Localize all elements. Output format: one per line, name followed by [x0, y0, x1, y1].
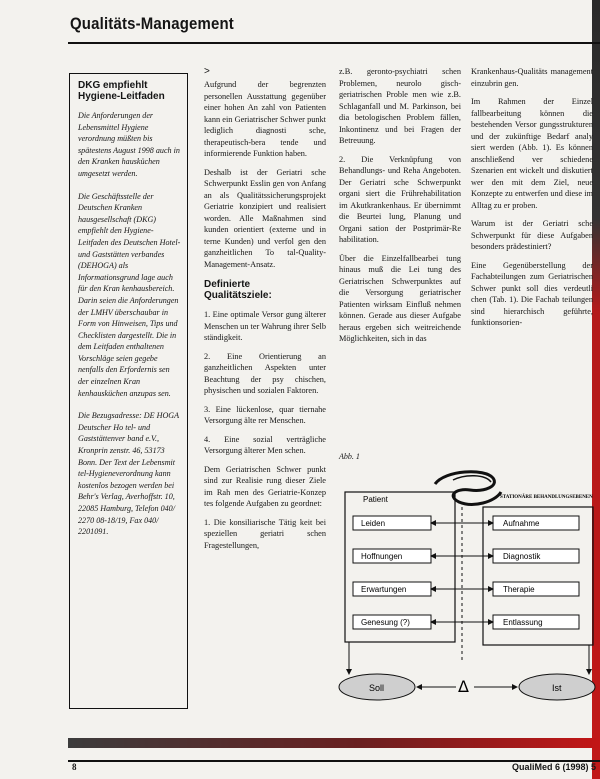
page-number: 8	[72, 762, 77, 772]
soll-label: Soll	[369, 683, 385, 693]
col1-paragraph-8: 1. Die konsiliarische Tätig keit bei speziellen geriatri schen Fragestellungen,	[204, 517, 326, 550]
right-box-label: Diagnostik	[503, 552, 541, 561]
col3-paragraph-2: Im Rahmen der Einzel fallbearbeitung können die bestehenden Versor gungsstrukturen und der zukünftige Bedarf analy siert werden (Abb. 1). Es können anschließend ver schiedene Szenarien ent wickelt und diskutiert wer den mit dem Ziel, neue Konzepte zu entwerfen und diese im Alltag zu er proben.	[471, 97, 593, 210]
bottom-color-band	[68, 738, 600, 748]
sidebar-box	[69, 73, 188, 709]
col2-paragraph-3: Über die Einzelfallbearbei tung hinaus muß die Lei tung des Geriatrischen Schwerpunktes auf die Versorgung geriatrischer Patienten wirksam Einfluß nehmen können. Gerade aus dieser Aufgabe heraus ergeben sich weitreichende Möglichkeiten, sich in das	[339, 253, 461, 343]
soll-ellipse	[339, 674, 415, 700]
sidebar-title	[78, 80, 181, 102]
right-box-therapie	[493, 582, 579, 596]
right-box-label: Therapie	[503, 585, 535, 594]
col1-paragraph-7: Dem Geriatrischen Schwer punkt sind zur Realisie rung dieser Ziele im Rah men des Geriatrie-Konzep tes folgende Aufgaben zu geordnet:	[204, 464, 326, 508]
left-box-erwartungen	[353, 582, 431, 596]
sidebar-paragraph-1: Die Anforderungen der Lebensmittel Hygiene verordnung müßten bis spätestens August 1998 auch in den Kranken hausküchen umgesetzt werden.	[78, 111, 180, 178]
right-box-label: Entlassung	[503, 618, 543, 627]
figure-diagram	[335, 462, 600, 712]
subheading-line2: Qualitätsziele:	[204, 290, 272, 301]
header-rule	[68, 42, 600, 44]
subheading	[204, 279, 326, 301]
issue-label: QualiMed 6 (1998) 5	[511, 762, 596, 772]
left-box-label: Genesung (?)	[361, 618, 410, 627]
ist-ellipse	[519, 674, 595, 700]
continuation-arrow: >	[204, 66, 210, 77]
sidebar-title-line2: Hygiene-Leitfaden	[78, 91, 165, 102]
sidebar-title-line1: DKG empfiehlt	[78, 80, 148, 91]
left-box-label: Leiden	[361, 519, 386, 528]
col2-paragraph-2: 2. Die Verknüpfung von Behandlungs- und Reha Angeboten. Der Geriatri sche Schwerpunkt organi siert die Frührehabilitation im Akutkrankenhaus. Er übernimmt die Beurtei lung, Planung und Organi sation der Postprimär-Re habilitation.	[339, 154, 461, 244]
figure-label: Abb. 1	[339, 452, 360, 461]
left-box-hoffnungen	[353, 549, 431, 563]
left-box-label: Hoffnungen	[361, 552, 403, 561]
col3-paragraph-4: Eine Gegenüberstellung der Fachabteilungen zum Geriatrischen Schwer punkt soll dies verdeutli chen (Tab. 1). Die Fachab teilungen sind hierarchisch geführte, funktionsorien-	[471, 260, 593, 327]
left-box-label: Erwartungen	[361, 585, 407, 594]
subheading-line1: Definierte	[204, 279, 251, 290]
ist-label: Ist	[552, 683, 562, 693]
left-box-leiden	[353, 516, 431, 530]
right-box-label: Aufnahme	[503, 519, 540, 528]
col3-paragraph-1: Krankenhaus-Qualitäts management einzubrin gen.	[471, 67, 593, 88]
text-column-2	[339, 66, 461, 352]
col1-paragraph-5: 3. Eine lückenlose, quar tiernahe Versorgung älte rer Menschen.	[204, 404, 326, 425]
text-column-3	[471, 66, 593, 336]
page-footer	[68, 748, 600, 779]
sidebar-paragraph-2: Die Geschäftsstelle der Deutschen Kranken hausgesellschaft (DKG) empfiehlt den Hygiene-Leitfaden des Deutschen Hotel- und Gaststätten verbandes (DEHOGA) als Informationsgrund lage auch für den Kran kenhausbereich. Darin seien die Anforderungen der LMHV überschaubar in Form von Hinweisen, Tips und Checklisten dargestellt. Die in dem Leitfaden enthaltenen Vorschläge seien gegebe nenfalls den Erfordernis sen der einzelnen Kran kenhausküchen anzupas sen.	[78, 191, 181, 398]
patient-label: Patient	[363, 495, 388, 504]
right-box-diagnostik	[493, 549, 579, 563]
left-box-genesung	[353, 615, 431, 629]
col2-paragraph-1: z.B. geronto-psychiatri schen Problemen, neurolo gisch-geriatrischen Proble men wie z.B. Schlaganfall und M. Parkinson, bei dia betologischen Problem fällen, Inkontinenz und bei Fragen der Betreuung.	[339, 67, 461, 145]
col1-paragraph-1: Aufgrund der begrenzten personellen Ausstattung gegenüber einer hohen An zahl von Patienten kann ein Geriatrischer Schwer punkt lediglich diagnosti sche, therapeutisch-bera tende und informierende Funktion haben.	[204, 80, 326, 158]
sidebar-paragraph-3: Die Bezugsadresse: DE HOGA Deutscher Ho tel- und Gaststättenver band e.V., Kronprin zenstr. 46, 53173 Bonn. Der Text der Lebensmit tel-Hygieneverordnung kann kostenlos bezogen werden bei Behr's Verlag, Averhoffstr. 10, 22085 Hamburg, Telefon 040/ 2270 08-18/19, Fax 040/ 2201091.	[78, 411, 179, 537]
delta-symbol: Δ	[458, 677, 469, 696]
treatment-levels-header: STATIONÄRE BEHANDLUNGSEBENEN	[500, 495, 593, 500]
col3-paragraph-3: Warum ist der Geriatri sche Schwerpunkt für diese Aufgaben besonders prädestiniert?	[471, 219, 593, 251]
gs-logo-swoosh	[453, 476, 491, 482]
text-column-1	[204, 66, 326, 558]
right-box-entlassung	[493, 615, 579, 629]
section-title: Qualitäts-Management	[70, 14, 234, 33]
col1-paragraph-6: 4. Eine sozial verträgliche Versorgung älterer Men schen.	[204, 434, 326, 455]
col1-paragraph-2: Deshalb ist der Geriatri sche Schwerpunkt Esslin gen von Anfang an als Qualitätssicherungsprojekt Geriatrie konzipiert und realisiert worden. Alle Maßnahmen sind kunden orientiert (externe und in terne Kunden) und verfol gen den ganzheitlichen To tal-Quality-Management-Ansatz.	[204, 167, 326, 269]
col1-paragraph-4: 2. Eine Orientierung an ganzheitlichen Aspekten unter Beachtung der psy chischen, physischen und sozialen Faktoren.	[204, 351, 326, 395]
col1-paragraph-3: 1. Eine optimale Versor gung älterer Menschen un ter Wahrung ihrer Selb ständigkeit.	[204, 310, 326, 342]
right-box-aufnahme	[493, 516, 579, 530]
